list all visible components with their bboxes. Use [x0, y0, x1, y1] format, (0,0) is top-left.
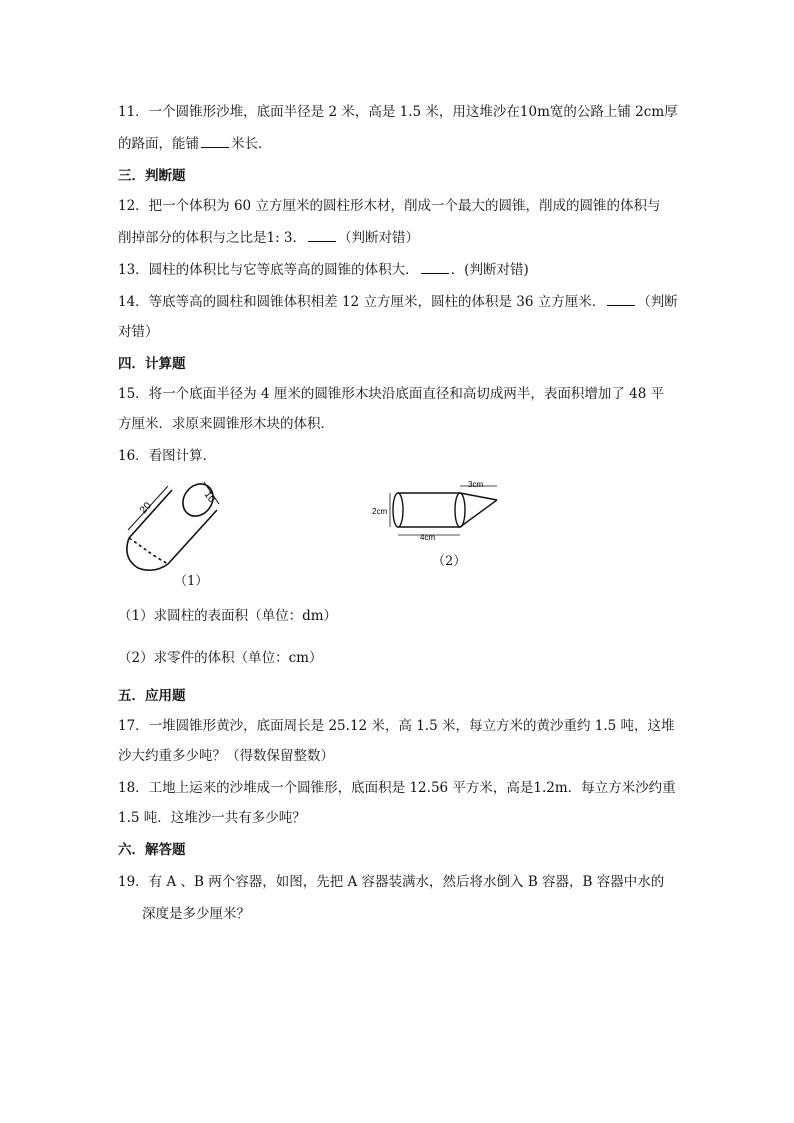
fig2-cone-label: 3cm [468, 480, 484, 489]
figure-cylinder [112, 478, 232, 574]
q12-line2-pre: 削掉部分的体积与之比是1: 3． [118, 230, 307, 246]
q17-line2: 沙大约重多少吨？（得数保留整数） [118, 748, 334, 764]
section-heading-4: 四．计算题 [118, 356, 186, 372]
q16-sub1: （1）求圆柱的表面积（单位：dm） [118, 608, 338, 624]
q11-line2-pre: 的路面，能铺 [118, 136, 199, 152]
q13-line [118, 260, 529, 280]
fig2-height-label: 2cm [372, 507, 388, 516]
section-heading-6: 六．解答题 [118, 842, 186, 858]
q19-line1: 19．有 A 、B 两个容器，如图，先把 A 容器装满水，然后将水倒入 B 容器，B 容器中水的 [118, 874, 665, 890]
fig1-diameter-label: 10 [201, 489, 217, 505]
q11-line2 [118, 134, 272, 154]
q18-line1: 18．工地上运来的沙堆成一个圆锥形，底面积是 12.56 平方米，高是1.2m．每立方米沙约重 [118, 780, 676, 796]
figure-part [370, 480, 506, 542]
q12-line2-post: （判断对错） [338, 230, 420, 246]
section-heading-3: 三．判断题 [118, 168, 186, 184]
q19-line2: 深度是多少厘米？ [142, 906, 250, 922]
fig1-caption: （1） [174, 574, 209, 589]
q12-line2 [118, 228, 419, 248]
answer-blank [421, 261, 449, 274]
q17-line1: 17．一堆圆锥形黄沙，底面周长是 25.12 米，高 1.5 米，每立方米的黄沙重约 1.5 吨，这堆 [118, 718, 675, 734]
q16-sub2: （2）求零件的体积（单位：cm） [118, 650, 323, 666]
answer-blank [607, 293, 635, 306]
fig1-length-label: 20 [138, 500, 154, 517]
fig2-length-label: 4cm [420, 533, 436, 542]
q13-pre: 13．圆柱的体积比与它等底等高的圆锥的体积大． [118, 262, 419, 278]
answer-blank [201, 135, 229, 148]
q14-line2: 对错） [118, 324, 159, 340]
q15-line1: 15．将一个底面半径为 4 厘米的圆锥形木块沿底面直径和高切成两半，表面积增加了 48 平 [118, 386, 665, 402]
fig2-caption: （2） [432, 554, 467, 569]
q14-line1 [118, 292, 678, 312]
q18-line2: 1.5 吨．这堆沙一共有多少吨？ [118, 810, 306, 826]
q12-line1: 12．把一个体积为 60 立方厘米的圆柱形木材，削成一个最大的圆锥，削成的圆锥的体积与 [118, 198, 661, 214]
q16-line1: 16．看图计算． [118, 448, 217, 464]
q11-line1: 11．一个圆锥形沙堆，底面半径是 2 米，高是 1.5 米，用这堆沙在10m宽的公路上铺 2cm厚 [118, 104, 678, 120]
q15-line2: 方厘米．求原来圆锥形木块的体积． [118, 416, 334, 432]
q14-line1-pre: 14．等底等高的圆柱和圆锥体积相差 12 立方厘米，圆柱的体积是 36 立方厘米． [118, 294, 606, 310]
q11-line2-post: 米长． [231, 136, 272, 152]
section-heading-5: 五．应用题 [118, 688, 186, 704]
q13-post: ．(判断对错) [450, 262, 529, 278]
answer-blank [308, 229, 336, 242]
q14-line1-post: （判断 [637, 294, 678, 310]
